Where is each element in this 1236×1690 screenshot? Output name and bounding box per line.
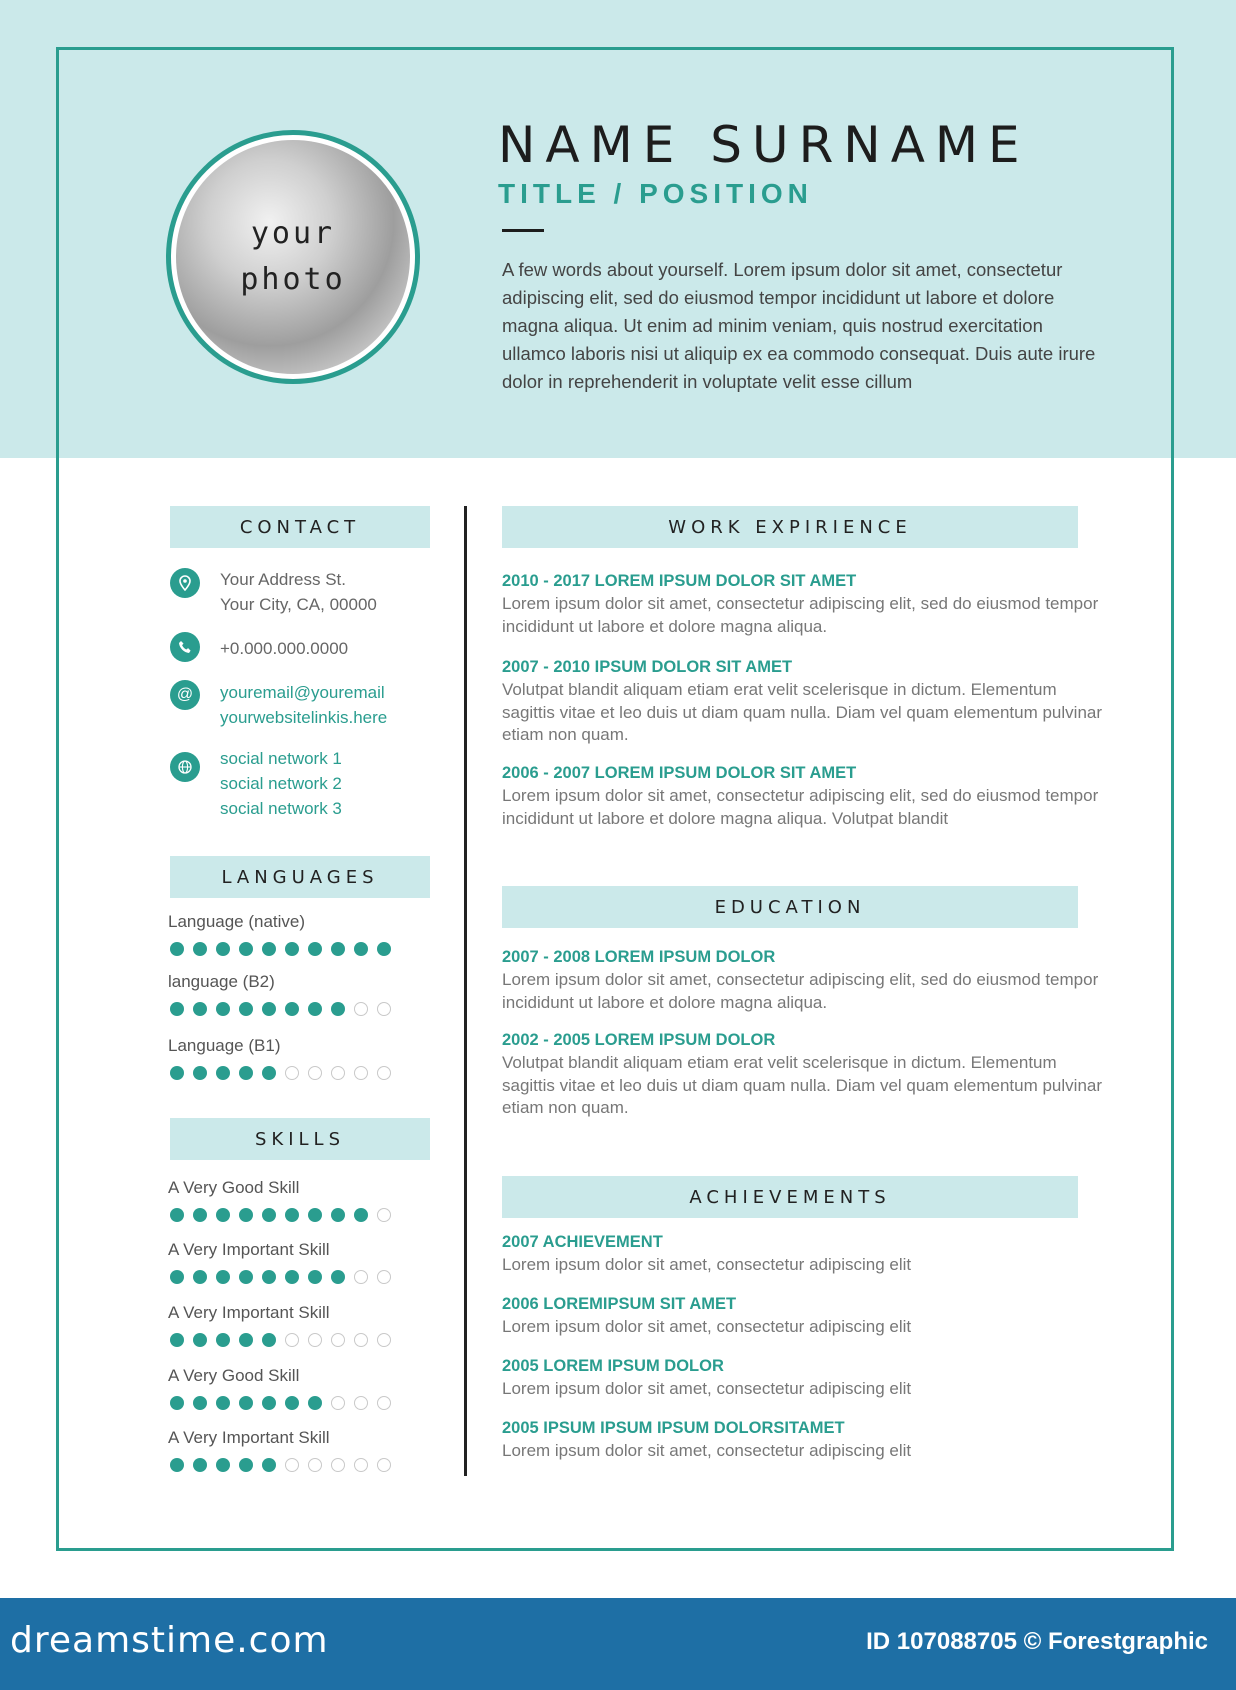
entry-title: 2010 - 2017 LOREM IPSUM DOLOR SIT AMET bbox=[502, 572, 857, 590]
rating-dot-empty bbox=[308, 1333, 322, 1347]
entry-title: 2005 LOREM IPSUM DOLOR bbox=[502, 1357, 724, 1375]
entry-text: Volutpat blandit aliquam etiam erat velit scelerisque in dictum. Elementum sagittis vitae et leo duis ut diam quam nulla. Diam vel quam elementum pulvinar etiam non quam. bbox=[502, 680, 1103, 744]
rating-dot-filled bbox=[170, 1458, 184, 1472]
address bbox=[220, 567, 377, 617]
rating-dot-empty bbox=[354, 1002, 368, 1016]
rating-dot-filled bbox=[262, 1333, 276, 1347]
rating-dot-filled bbox=[331, 1002, 345, 1016]
rating-dot-empty bbox=[377, 1066, 391, 1080]
rating-dot-empty bbox=[377, 1002, 391, 1016]
footer-logo[interactable]: dreamstime.com bbox=[10, 1620, 329, 1661]
rating-dot-filled bbox=[170, 1066, 184, 1080]
rating-dot-filled bbox=[239, 1002, 253, 1016]
rating-label: language (B2) bbox=[168, 972, 275, 991]
entry-text: Lorem ipsum dolor sit amet, consectetur adipiscing elit, sed do eiusmod tempor incididunt ut labore et dolore magna aliqua. bbox=[502, 970, 1099, 1012]
rating-dot-filled bbox=[354, 942, 368, 956]
phone-number bbox=[220, 636, 348, 661]
rating-dot-filled bbox=[193, 1002, 207, 1016]
footer-credit: ID 107088705 © Forestgraphic bbox=[866, 1628, 1208, 1655]
rating-dot-filled bbox=[216, 942, 230, 956]
rating-dots bbox=[170, 1002, 391, 1016]
entry-title: 2006 - 2007 LOREM IPSUM DOLOR SIT AMET bbox=[502, 764, 857, 782]
rating-dot-filled bbox=[331, 1208, 345, 1222]
rating-dots bbox=[170, 1458, 391, 1472]
entry-text: Lorem ipsum dolor sit amet, consectetur adipiscing elit bbox=[502, 1255, 912, 1274]
rating-label: A Very Good Skill bbox=[168, 1366, 300, 1385]
rating-dot-empty bbox=[308, 1066, 322, 1080]
rating-dot-filled bbox=[262, 1208, 276, 1222]
rating-dot-filled bbox=[170, 1270, 184, 1284]
rating-dot-empty bbox=[285, 1458, 299, 1472]
photo-placeholder bbox=[176, 140, 410, 374]
person-name: NAME SURNAME bbox=[498, 116, 1030, 174]
entry-text: Lorem ipsum dolor sit amet, consectetur adipiscing elit, sed do eiusmod tempor incididunt ut labore et dolore magna aliqua. bbox=[502, 594, 1099, 636]
rating-dot-filled bbox=[216, 1208, 230, 1222]
title-underline bbox=[502, 229, 544, 232]
rating-dot-filled bbox=[239, 1066, 253, 1080]
rating-label: Language (B1) bbox=[168, 1036, 281, 1055]
rating-label: A Very Important Skill bbox=[168, 1303, 330, 1322]
rating-dot-filled bbox=[239, 1270, 253, 1284]
rating-dot-filled bbox=[239, 1208, 253, 1222]
location-pin-icon bbox=[170, 568, 200, 598]
rating-dot-filled bbox=[308, 1270, 322, 1284]
rating-dot-filled bbox=[308, 1208, 322, 1222]
rating-dot-empty bbox=[377, 1458, 391, 1472]
rating-dot-empty bbox=[354, 1270, 368, 1284]
entry-title: 2007 - 2008 LOREM IPSUM DOLOR bbox=[502, 948, 776, 966]
rating-dot-filled bbox=[170, 1208, 184, 1222]
rating-dot-empty bbox=[308, 1458, 322, 1472]
rating-dot-filled bbox=[239, 942, 253, 956]
rating-dots bbox=[170, 942, 391, 956]
rating-dot-empty bbox=[377, 1396, 391, 1410]
entry bbox=[502, 1357, 1102, 1401]
rating-dot-filled bbox=[170, 1002, 184, 1016]
rating-dot-filled bbox=[193, 1458, 207, 1472]
photo-text-line2: photo bbox=[240, 262, 346, 297]
rating-dot-filled bbox=[216, 1333, 230, 1347]
rating-dots bbox=[170, 1396, 391, 1410]
rating-dot-filled bbox=[308, 1002, 322, 1016]
about-text: A few words about yourself. Lorem ipsum dolor sit amet, consectetur adipiscing elit, sed do eiusmod tempor incididunt ut labore et dolore magna aliqua. Ut enim ad minim veniam, quis nostrud exercitation ullamco laboris nisi ut aliquip ex ea commodo consequat. Duis aute irure dolor in reprehenderit in voluptate velit esse cillum bbox=[502, 259, 1096, 392]
rating-dot-filled bbox=[285, 1396, 299, 1410]
social-links bbox=[220, 746, 342, 821]
entry-title: 2005 IPSUM IPSUM IPSUM DOLORSITAMET bbox=[502, 1419, 845, 1437]
rating-dot-filled bbox=[170, 1333, 184, 1347]
entry-title: 2007 - 2010 IPSUM DOLOR SIT AMET bbox=[502, 658, 793, 676]
rating-dot-empty bbox=[354, 1066, 368, 1080]
social-link-1[interactable]: social network 1 bbox=[220, 749, 342, 768]
rating-dot-empty bbox=[354, 1396, 368, 1410]
rating-dot-filled bbox=[216, 1270, 230, 1284]
social-link-3[interactable]: social network 3 bbox=[220, 799, 342, 818]
rating-dot-filled bbox=[216, 1002, 230, 1016]
email-link[interactable]: youremail@youremail bbox=[220, 683, 385, 702]
entry bbox=[502, 1295, 1102, 1339]
entry-text: Lorem ipsum dolor sit amet, consectetur adipiscing elit bbox=[502, 1317, 912, 1336]
rating-dots bbox=[170, 1270, 391, 1284]
rating-dot-empty bbox=[377, 1208, 391, 1222]
rating-dot-empty bbox=[331, 1066, 345, 1080]
column-divider bbox=[464, 506, 467, 1476]
rating-dots bbox=[170, 1208, 391, 1222]
rating-dot-filled bbox=[308, 1396, 322, 1410]
at-sign-icon: @ bbox=[170, 680, 200, 710]
rating-dot-filled bbox=[193, 1270, 207, 1284]
rating-dot-filled bbox=[354, 1208, 368, 1222]
website-link[interactable]: yourwebsitelinkis.here bbox=[220, 708, 388, 727]
entry-title: 2007 ACHIEVEMENT bbox=[502, 1233, 663, 1251]
rating-dot-empty bbox=[331, 1458, 345, 1472]
rating-dot-filled bbox=[239, 1396, 253, 1410]
rating-dot-filled bbox=[285, 1270, 299, 1284]
rating-dot-filled bbox=[262, 1066, 276, 1080]
entry bbox=[502, 658, 1102, 747]
online-contacts bbox=[220, 680, 387, 730]
languages-heading: LANGUAGES bbox=[170, 856, 430, 898]
rating-dot-filled bbox=[193, 1333, 207, 1347]
education-heading: EDUCATION bbox=[502, 886, 1078, 928]
entry bbox=[502, 948, 1102, 1014]
rating-label: A Very Important Skill bbox=[168, 1240, 330, 1259]
rating-dot-empty bbox=[285, 1066, 299, 1080]
rating-dot-filled bbox=[262, 1002, 276, 1016]
rating-dot-empty bbox=[331, 1333, 345, 1347]
rating-dot-filled bbox=[193, 1066, 207, 1080]
rating-dot-filled bbox=[262, 1270, 276, 1284]
entry bbox=[502, 1031, 1102, 1120]
rating-dot-empty bbox=[377, 1270, 391, 1284]
rating-dot-filled bbox=[239, 1333, 253, 1347]
address-line2: Your City, CA, 00000 bbox=[220, 595, 377, 614]
rating-dot-filled bbox=[285, 942, 299, 956]
entry bbox=[502, 572, 1102, 638]
rating-dot-empty bbox=[285, 1333, 299, 1347]
rating-dot-filled bbox=[262, 1458, 276, 1472]
rating-dot-empty bbox=[331, 1396, 345, 1410]
entry-text: Volutpat blandit aliquam etiam erat velit scelerisque in dictum. Elementum sagittis vitae et leo duis ut diam quam nulla. Diam vel quam elementum pulvinar etiam non quam. bbox=[502, 1053, 1103, 1117]
phone-text: +0.000.000.0000 bbox=[220, 639, 349, 658]
rating-dot-filled bbox=[331, 1270, 345, 1284]
rating-dot-filled bbox=[193, 1396, 207, 1410]
entry-text: Lorem ipsum dolor sit amet, consectetur adipiscing elit, sed do eiusmod tempor incididunt ut labore et dolore magna aliqua. Volutpat blandit bbox=[502, 786, 1099, 828]
rating-label: A Very Important Skill bbox=[168, 1428, 330, 1447]
entry-text: Lorem ipsum dolor sit amet, consectetur adipiscing elit bbox=[502, 1379, 912, 1398]
rating-dot-filled bbox=[285, 1208, 299, 1222]
work-heading: WORK EXPIRIENCE bbox=[502, 506, 1078, 548]
rating-dot-filled bbox=[193, 942, 207, 956]
rating-dot-filled bbox=[216, 1066, 230, 1080]
address-line1: Your Address St. bbox=[220, 570, 347, 589]
rating-dot-filled bbox=[262, 942, 276, 956]
rating-dot-filled bbox=[308, 942, 322, 956]
rating-dot-filled bbox=[170, 942, 184, 956]
rating-dots bbox=[170, 1333, 391, 1347]
entry-text: Lorem ipsum dolor sit amet, consectetur adipiscing elit bbox=[502, 1441, 912, 1460]
rating-dot-filled bbox=[285, 1002, 299, 1016]
rating-dot-filled bbox=[170, 1396, 184, 1410]
job-title: TITLE / POSITION bbox=[498, 178, 813, 209]
entry-title: 2006 LOREMIPSUM SIT AMET bbox=[502, 1295, 737, 1313]
entry bbox=[502, 1419, 1102, 1463]
rating-dot-filled bbox=[331, 942, 345, 956]
rating-dots bbox=[170, 1066, 391, 1080]
contact-heading: CONTACT bbox=[170, 506, 430, 548]
rating-dot-empty bbox=[354, 1333, 368, 1347]
footer-bar bbox=[0, 1598, 1236, 1690]
entry-title: 2002 - 2005 LOREM IPSUM DOLOR bbox=[502, 1031, 776, 1049]
photo-text-line1: your bbox=[250, 216, 336, 251]
rating-dot-empty bbox=[377, 1333, 391, 1347]
rating-dot-filled bbox=[193, 1208, 207, 1222]
rating-dot-filled bbox=[239, 1458, 253, 1472]
rating-label: A Very Good Skill bbox=[168, 1178, 300, 1197]
entry bbox=[502, 764, 1102, 830]
rating-label: Language (native) bbox=[168, 912, 306, 931]
skills-heading: SKILLS bbox=[170, 1118, 430, 1160]
entry bbox=[502, 1233, 1102, 1277]
social-link-2[interactable]: social network 2 bbox=[220, 774, 342, 793]
achievements-heading: ACHIEVEMENTS bbox=[502, 1176, 1078, 1218]
phone-icon bbox=[170, 632, 200, 662]
rating-dot-filled bbox=[377, 942, 391, 956]
rating-dot-filled bbox=[216, 1458, 230, 1472]
rating-dot-empty bbox=[354, 1458, 368, 1472]
rating-dot-filled bbox=[216, 1396, 230, 1410]
rating-dot-filled bbox=[262, 1396, 276, 1410]
globe-icon bbox=[170, 752, 200, 782]
